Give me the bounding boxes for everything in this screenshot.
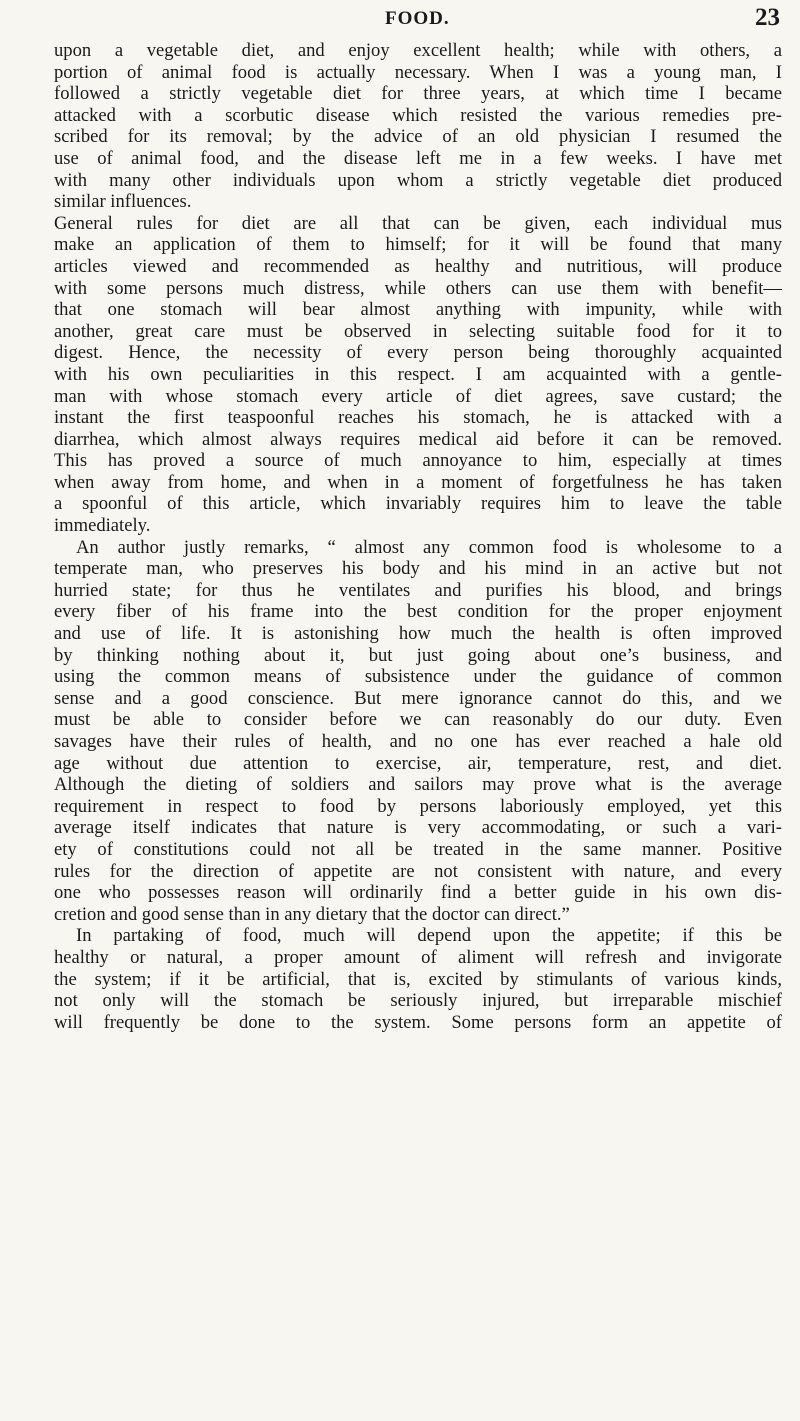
text-line: savages have their rules of health, and no one has ever reached a hale old [54,731,782,752]
text-line: requirement in respect to food by persons laboriously employed, yet this [54,795,782,817]
text-line: another, great care must be observed in selecting suitable food for it to [54,320,782,342]
text-line: age without due attention to exercise, air, temperature, rest, and diet. [54,752,782,774]
paragraph [54,40,782,213]
text-line: healthy or natural, a proper amount of aliment will refresh and invigorate [54,946,782,968]
text-line: using the common means of subsistence under the guidance of common [54,666,782,688]
text-line: by thinking nothing about it, but just going about one’s business, and [54,644,782,666]
text-line: This has proved a source of much annoyance to him, especially at times [54,450,782,472]
text-line: In partaking of food, much will depend upon the appetite; if this be [76,925,782,947]
text-line: followed a strictly vegetable diet for three years, at which time I became [54,83,782,105]
running-head [0,4,800,38]
chapter-title: FOOD. [385,8,450,29]
text-line: a spoonful of this article, which invariably requires him to leave the table [54,493,782,515]
text-line: with his own peculiarities in this respect. I am acquainted with a gentle- [54,363,782,385]
text-line: scribed for its removal; by the advice of an old physician I resumed the [54,126,782,148]
body-text [54,40,782,1033]
text-line: cretion and good sense than in any dietary that the doctor can direct.” [54,903,570,925]
text-line: make an application of them to himself; for it will be found that many [54,234,782,256]
text-line: immediately. [54,515,151,537]
text-line: attacked with a scorbutic disease which resisted the various remedies pre- [54,104,782,126]
text-line: must be able to consider before we can reasonably do our duty. Even [54,709,782,731]
paragraph [54,213,782,537]
text-line: digest. Hence, the necessity of every person being thoroughly acquainted [54,342,782,364]
text-line: one who possesses reason will ordinarily find a better guide in his own dis- [54,882,782,904]
text-line: not only will the stomach be seriously injured, but irreparable mischief [54,990,782,1012]
paragraph [54,925,782,1033]
text-line: Although the dieting of soldiers and sailors may prove what is the average [54,774,782,796]
text-line: instant the first teaspoonful reaches his stomach, he is attacked with a [54,407,782,429]
text-line: when away from home, and when in a moment of forgetfulness he has taken [54,471,782,493]
text-line: diarrhea, which almost always requires medical aid before it can be removed. [54,428,782,450]
text-line: with some persons much distress, while others can use them with benefit— [54,277,782,299]
text-line: An author justly remarks, “ almost any common food is wholesome to a [76,536,782,558]
text-line: the system; if it be artificial, that is, excited by stimulants of various kinds, [54,968,782,990]
text-line: ety of constitutions could not all be treated in the same manner. Positive [54,838,782,860]
text-line: man with whose stomach every article of diet agrees, save custard; the [54,385,782,407]
text-line: will frequently be done to the system. Some persons form an appetite of [54,1011,782,1033]
text-line: upon a vegetable diet, and enjoy excellent health; while with others, a [54,40,782,61]
text-line: with many other individuals upon whom a strictly vegetable diet produced [54,169,782,191]
text-line: every fiber of his frame into the best condition for the proper enjoyment [54,601,782,623]
text-line: average itself indicates that nature is very accommodating, or such a vari- [54,817,782,839]
text-line: similar influences. [54,191,192,213]
text-line: and use of life. It is astonishing how much the health is often improved [54,623,782,645]
text-line: General rules for diet are all that can be given, each individual mus [54,212,782,234]
text-line: hurried state; for thus he ventilates and purifies his blood, and brings [54,579,782,601]
text-line: portion of animal food is actually necessary. When I was a young man, I [54,61,782,83]
text-line: rules for the direction of appetite are not consistent with nature, and every [54,860,782,882]
paragraph [54,537,782,926]
text-line: temperate man, who preserves his body and his mind in an active but not [54,558,782,580]
text-line: use of animal food, and the disease left me in a few weeks. I have met [54,147,782,169]
page-number: 23 [755,4,780,31]
text-line: sense and a good conscience. But mere ignorance cannot do this, and we [54,687,782,709]
text-line: articles viewed and recommended as healthy and nutritious, will produce [54,255,782,277]
text-line: that one stomach will bear almost anything with impunity, while with [54,299,782,321]
